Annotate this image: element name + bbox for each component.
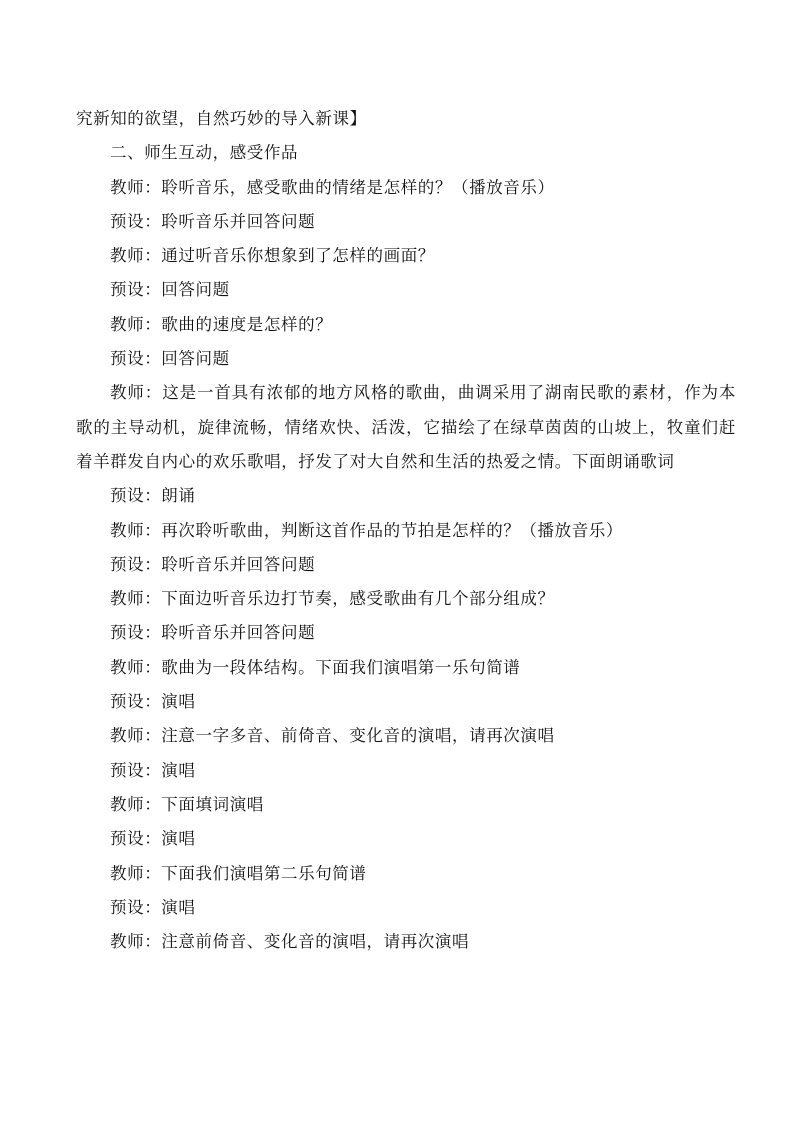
text-line: 教师：聆听音乐，感受歌曲的情绪是怎样的？（播放音乐） (110, 177, 555, 197)
text-line: 预设：回答问题 (110, 349, 230, 369)
text-line: 预设：聆听音乐并回答问题 (110, 623, 316, 643)
text-line: 预设：演唱 (110, 760, 196, 780)
text-line: 教师：下面边听音乐边打节奏，感受歌曲有几个部分组成？ (110, 589, 555, 609)
text-line: 教师：下面填词演唱 (110, 794, 264, 814)
text-line: 教师：注意一字多音、前倚音、变化音的演唱，请再次演唱 (110, 726, 555, 746)
text-line: 预设：朗诵 (110, 486, 196, 506)
text-line: 预设：演唱 (110, 829, 196, 849)
document-body (76, 102, 736, 959)
text-line: 教师：再次聆听歌曲，判断这首作品的节拍是怎样的？（播放音乐） (110, 520, 623, 540)
text-line: 预设：演唱 (110, 692, 196, 712)
text-line: 教师：注意前倚音、变化音的演唱，请再次演唱 (110, 932, 470, 952)
text-line: 预设：聆听音乐并回答问题 (110, 554, 316, 574)
section-heading: 二、师生互动，感受作品 (110, 143, 299, 163)
text-line: 究新知的欲望，自然巧妙的导入新课】 (76, 109, 367, 128)
text-paragraph: 教师：这是一首具有浓郁的地方风格的歌曲，曲调采用了湖南民歌的素材，作为本歌的主导动机，旋律流畅，情绪欢快、活泼，它描绘了在绿草茵茵的山坡上，牧童们赶着羊群发自内心的欢乐歌唱，抒发了对大自然和生活的热爱之情。下面朗诵歌词 (76, 383, 736, 471)
text-line: 教师：歌曲的速度是怎样的？ (110, 314, 333, 334)
text-line: 预设：演唱 (110, 897, 196, 917)
text-line: 教师：歌曲为一段体结构。下面我们演唱第一乐句简谱 (110, 657, 521, 677)
text-line: 教师：下面我们演唱第二乐句简谱 (110, 863, 367, 883)
text-line: 教师：通过听音乐你想象到了怎样的画面？ (110, 246, 435, 266)
text-line: 预设：聆听音乐并回答问题 (110, 211, 316, 231)
text-line: 预设：回答问题 (110, 280, 230, 300)
